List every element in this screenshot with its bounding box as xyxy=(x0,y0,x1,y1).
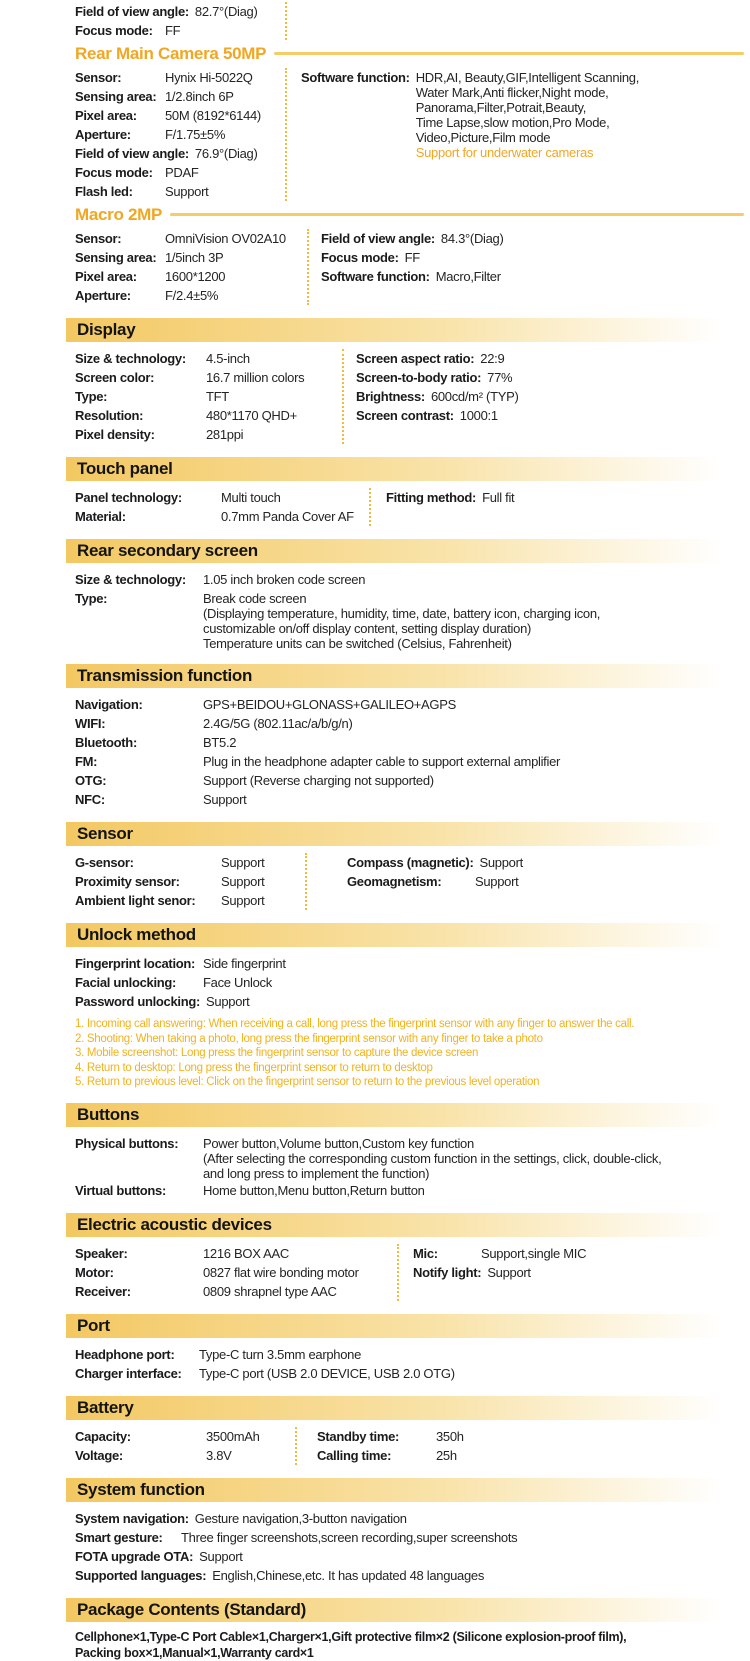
spec-label: Field of view angle: xyxy=(75,4,189,19)
section-touch-panel xyxy=(66,457,750,526)
spec-value: Support (Reverse charging not supported) xyxy=(203,773,434,788)
spec-row xyxy=(75,21,285,40)
spec-row xyxy=(75,1547,750,1566)
section-header: Electric acoustic devices xyxy=(66,1213,750,1237)
spec-value: 3500mAh xyxy=(206,1428,260,1444)
spec-label: WIFI: xyxy=(75,716,106,731)
left-column xyxy=(75,68,285,201)
spec-value: Support xyxy=(206,994,250,1009)
spec-value: 4.5-inch xyxy=(206,351,250,366)
spec-label: Compass (magnetic): xyxy=(347,855,474,870)
spec-value: 0809 shrapnel type AAC xyxy=(203,1283,337,1299)
spec-row xyxy=(75,1427,295,1446)
value-line: (Displaying temperature, humidity, time, date, battery icon, charging icon, xyxy=(203,606,601,621)
spec-value: Support xyxy=(203,792,247,807)
section-header: Package Contents (Standard) xyxy=(66,1598,750,1622)
spec-label: Mic: xyxy=(413,1245,438,1261)
left-column xyxy=(75,2,285,40)
columns xyxy=(66,68,750,201)
spec-row xyxy=(75,229,307,248)
spec-label: Password unlocking: xyxy=(75,994,201,1009)
spec-sheet xyxy=(66,0,750,1661)
package-line: Packing box×1,Manual×1,Warranty card×1 xyxy=(75,1645,314,1660)
spec-label: Sensing area: xyxy=(75,250,157,265)
spec-label: Facial unlocking: xyxy=(75,975,177,990)
spec-value: 1600*1200 xyxy=(165,269,226,284)
spec-row xyxy=(75,368,342,387)
rows xyxy=(66,1509,750,1585)
camera-title-row xyxy=(66,43,750,64)
spec-row xyxy=(75,695,750,714)
spec-row xyxy=(75,1282,397,1301)
spec-label: Resolution: xyxy=(75,408,144,423)
spec-value: Support,single MIC xyxy=(481,1245,587,1261)
section-sensor xyxy=(66,822,750,910)
spec-value: Support xyxy=(475,874,519,889)
spec-row xyxy=(301,68,750,160)
spec-value: Side fingerprint xyxy=(203,956,286,971)
columns xyxy=(66,1244,750,1301)
section-port xyxy=(66,1314,750,1383)
spec-label: Type: xyxy=(75,389,108,404)
spec-row xyxy=(75,349,342,368)
left-column xyxy=(75,488,369,526)
spec-row xyxy=(75,267,307,286)
section-header: Unlock method xyxy=(66,923,750,947)
spec-label: Receiver: xyxy=(75,1283,131,1299)
spec-label: FM: xyxy=(75,754,98,769)
left-column xyxy=(75,349,342,444)
spec-value: Plug in the headphone adapter cable to support external amplifier xyxy=(203,754,561,769)
spec-label: Supported languages: xyxy=(75,1567,207,1583)
spec-row xyxy=(347,853,750,872)
spec-value: 1216 BOX AAC xyxy=(203,1245,290,1261)
spec-value: TFT xyxy=(206,389,229,404)
spec-label: Brightness: xyxy=(356,389,425,404)
spec-label: Pixel area: xyxy=(75,269,137,284)
spec-label: Proximity sensor: xyxy=(75,874,180,889)
spec-value: 82.7°(Diag) xyxy=(194,4,258,19)
value-line: (After selecting the corresponding custom function in the settings, click, double-click, xyxy=(203,1150,662,1166)
spec-label: Speaker: xyxy=(75,1245,128,1261)
spec-row xyxy=(75,2,285,21)
spec-value-multiline xyxy=(416,68,639,160)
spec-label: Screen-to-body ratio: xyxy=(356,370,482,385)
section-header: Transmission function xyxy=(66,664,750,688)
value-line: Temperature units can be switched (Celsius, Fahrenheit) xyxy=(203,636,512,651)
spec-row xyxy=(75,182,285,201)
spec-label: Size & technology: xyxy=(75,572,186,587)
spec-value: 3.8V xyxy=(206,1447,232,1463)
spec-row xyxy=(75,1509,750,1528)
spec-value: 84.3°(Diag) xyxy=(440,231,504,246)
spec-label: Material: xyxy=(75,509,126,524)
spec-label: Virtual buttons: xyxy=(75,1182,167,1198)
right-column xyxy=(309,229,750,305)
spec-value: 1000:1 xyxy=(459,408,498,423)
spec-label: Calling time: xyxy=(317,1447,392,1463)
value-line: HDR,AI, Beauty,GIF,Intelligent Scanning, xyxy=(415,70,640,85)
spec-label: Voltage: xyxy=(75,1447,123,1463)
spec-value: OmniVision OV02A10 xyxy=(165,231,286,246)
spec-row xyxy=(75,752,750,771)
spec-row xyxy=(75,488,369,507)
spec-value: Three finger screenshots,screen recording,super screenshots xyxy=(181,1529,518,1545)
spec-label: System navigation: xyxy=(75,1510,189,1526)
section-package xyxy=(66,1598,750,1661)
spec-row xyxy=(356,368,750,387)
spec-row xyxy=(413,1263,750,1282)
spec-label: Capacity: xyxy=(75,1428,131,1444)
value-line: Time Lapse,slow motion,Pro Mode, xyxy=(415,115,610,130)
section-front-camera-cont xyxy=(66,2,750,40)
spec-value: Support xyxy=(199,1548,243,1564)
right-column xyxy=(297,1427,750,1465)
section-header: Battery xyxy=(66,1396,750,1420)
spec-label: Fitting method: xyxy=(386,490,477,505)
rows xyxy=(66,695,750,809)
spec-label: Field of view angle: xyxy=(75,146,189,161)
spec-label: G-sensor: xyxy=(75,855,134,870)
spec-value: 1.05 inch broken code screen xyxy=(203,572,366,587)
fingerprint-notes xyxy=(66,1017,750,1090)
section-header: Rear secondary screen xyxy=(66,539,750,563)
note-line: 3. Mobile screenshot: Long press the fingerprint sensor to capture the device screen xyxy=(75,1047,479,1059)
spec-label: Bluetooth: xyxy=(75,735,137,750)
left-column xyxy=(75,853,305,910)
spec-value: 76.9°(Diag) xyxy=(194,146,258,161)
section-header: Buttons xyxy=(66,1103,750,1127)
spec-value: 0.7mm Panda Cover AF xyxy=(221,509,354,524)
spec-label: Software function: xyxy=(321,269,430,284)
spec-value: BT5.2 xyxy=(203,735,237,750)
spec-label: OTG: xyxy=(75,773,107,788)
spec-value: 600cd/m² (TYP) xyxy=(430,389,519,404)
spec-row xyxy=(75,1528,750,1547)
rows xyxy=(66,954,750,1011)
rows xyxy=(66,1134,750,1200)
spec-label: Motor: xyxy=(75,1264,114,1280)
spec-row xyxy=(75,714,750,733)
section-rear-main-camera xyxy=(66,43,750,201)
spec-row xyxy=(75,1446,295,1465)
note-line: 2. Shooting: When taking a photo, long press the fingerprint sensor with any finger to take a photo xyxy=(75,1032,543,1045)
spec-row xyxy=(75,425,342,444)
spec-row xyxy=(75,1181,750,1200)
section-display xyxy=(66,318,750,444)
section-header: Port xyxy=(66,1314,750,1338)
spec-value: Support xyxy=(487,1264,531,1280)
columns xyxy=(66,1427,750,1465)
spec-row xyxy=(75,853,305,872)
spec-value: PDAF xyxy=(165,165,199,180)
spec-value: GPS+BEIDOU+GLONASS+GALILEO+AGPS xyxy=(203,697,456,712)
rows xyxy=(66,1345,750,1383)
spec-label: Screen aspect ratio: xyxy=(356,351,475,366)
spec-row xyxy=(75,106,285,125)
spec-row xyxy=(75,733,750,752)
spec-row xyxy=(75,1345,750,1364)
section-header: System function xyxy=(66,1478,750,1502)
value-line: customizable on/off display content, setting display duration) xyxy=(203,621,532,636)
spec-label: Sensor: xyxy=(75,231,122,246)
spec-value: 25h xyxy=(436,1447,457,1463)
spec-label: FOTA upgrade OTA: xyxy=(75,1548,194,1564)
spec-label: Field of view angle: xyxy=(321,231,435,246)
spec-row xyxy=(75,286,307,305)
spec-value: Multi touch xyxy=(221,490,281,505)
section-system xyxy=(66,1478,750,1585)
section-unlock xyxy=(66,923,750,1090)
spec-row xyxy=(347,872,750,891)
spec-value: 77% xyxy=(487,370,513,385)
spec-label: Fingerprint location: xyxy=(75,956,196,971)
spec-label: Aperture: xyxy=(75,288,131,303)
spec-row xyxy=(321,248,750,267)
spec-row xyxy=(386,488,750,507)
section-header: Display xyxy=(66,318,750,342)
spec-value: Gesture navigation,3-button navigation xyxy=(194,1510,407,1526)
spec-label: Type: xyxy=(75,591,108,606)
spec-value: 281ppi xyxy=(206,427,244,442)
spec-label: Flash led: xyxy=(75,184,133,199)
spec-row xyxy=(317,1446,750,1465)
spec-label: Standby time: xyxy=(317,1428,400,1444)
spec-value: FF xyxy=(404,250,420,265)
spec-value: 0827 flat wire bonding motor xyxy=(203,1264,359,1280)
spec-label: Smart gesture: xyxy=(75,1529,163,1545)
package-paragraph xyxy=(66,1629,750,1661)
spec-value: F/2.4±5% xyxy=(165,288,219,303)
camera-title-row xyxy=(66,204,750,225)
value-line: Water Mark,Anti flicker,Night mode, xyxy=(415,85,609,100)
note-line: 5. Return to previous level: Click on the fingerprint sensor to return to the previous level operation xyxy=(75,1076,540,1088)
spec-row xyxy=(75,891,305,910)
spec-row xyxy=(75,144,285,163)
title-rule-line xyxy=(170,213,744,216)
spec-row xyxy=(413,1244,750,1263)
spec-value: 22:9 xyxy=(480,351,505,366)
spec-row xyxy=(75,387,342,406)
spec-row xyxy=(75,507,369,526)
spec-label: Navigation: xyxy=(75,697,143,712)
spec-value: 16.7 million colors xyxy=(206,370,305,385)
spec-value: Support xyxy=(479,855,523,870)
columns xyxy=(66,2,750,40)
section-header: Sensor xyxy=(66,822,750,846)
spec-value: FF xyxy=(165,23,181,38)
spec-row xyxy=(75,790,750,809)
left-column xyxy=(75,229,307,305)
section-battery xyxy=(66,1396,750,1465)
spec-row xyxy=(75,1263,397,1282)
spec-row xyxy=(75,125,285,144)
spec-value: Support xyxy=(165,184,209,199)
title-rule-line xyxy=(274,52,744,55)
spec-row xyxy=(356,387,750,406)
spec-value-multiline xyxy=(203,1134,661,1181)
spec-label: Focus mode: xyxy=(75,165,153,180)
right-column xyxy=(399,1244,750,1301)
value-line: Power button,Volume button,Custom key function xyxy=(203,1135,474,1151)
accent-value-line: Support for underwater cameras xyxy=(415,145,594,160)
spec-value: Support xyxy=(221,855,265,870)
spec-label: Size & technology: xyxy=(75,351,186,366)
spec-label: Notify light: xyxy=(413,1264,482,1280)
spec-value: Face Unlock xyxy=(203,975,272,990)
spec-value: 1/5inch 3P xyxy=(165,250,224,265)
spec-row xyxy=(75,1244,397,1263)
right-column xyxy=(307,853,750,910)
spec-row xyxy=(75,872,305,891)
left-column xyxy=(75,1244,397,1301)
spec-label: Pixel density: xyxy=(75,427,155,442)
columns xyxy=(66,853,750,910)
spec-row xyxy=(75,1134,750,1181)
spec-label: Sensor: xyxy=(75,70,122,85)
section-buttons xyxy=(66,1103,750,1200)
spec-value: F/1.75±5% xyxy=(165,127,226,142)
spec-row xyxy=(75,87,285,106)
spec-row xyxy=(356,349,750,368)
spec-row xyxy=(75,992,750,1011)
right-column xyxy=(287,2,750,40)
value-line: Break code screen xyxy=(203,591,307,606)
spec-row xyxy=(75,248,307,267)
spec-row xyxy=(317,1427,750,1446)
spec-value: 1/2.8inch 6P xyxy=(165,89,234,104)
note-line: 1. Incoming call answering: When receiving a call, long press the fingerprint sensor with any finger to answer the call. xyxy=(75,1018,635,1030)
spec-label: Headphone port: xyxy=(75,1346,175,1362)
spec-value: English,Chinese,etc. It has updated 48 languages xyxy=(212,1567,485,1583)
right-column xyxy=(287,68,750,201)
spec-label: Screen color: xyxy=(75,370,155,385)
spec-value: Full fit xyxy=(482,490,515,505)
spec-label: NFC: xyxy=(75,792,105,807)
columns xyxy=(66,349,750,444)
spec-row xyxy=(75,954,750,973)
spec-value: 50M (8192*6144) xyxy=(165,108,261,123)
spec-row xyxy=(75,570,750,589)
spec-label: Software function: xyxy=(301,70,410,85)
spec-value: 480*1170 QHD+ xyxy=(206,408,297,423)
spec-value: Type-C turn 3.5mm earphone xyxy=(199,1346,362,1362)
spec-row xyxy=(75,163,285,182)
spec-label: Aperture: xyxy=(75,127,131,142)
spec-label: Panel technology: xyxy=(75,490,182,505)
spec-label: Focus mode: xyxy=(321,250,399,265)
spec-value: Type-C port (USB 2.0 DEVICE, USB 2.0 OTG) xyxy=(199,1365,455,1381)
spec-label: Geomagnetism: xyxy=(347,874,442,889)
spec-value: Hynix Hi-5022Q xyxy=(165,70,253,85)
value-line: and long press to implement the function) xyxy=(203,1165,430,1181)
spec-label: Pixel area: xyxy=(75,108,137,123)
section-header: Touch panel xyxy=(66,457,750,481)
note-line: 4. Return to desktop: Long press the fingerprint sensor to return to desktop xyxy=(75,1061,433,1074)
spec-row xyxy=(75,1364,750,1383)
columns xyxy=(66,229,750,305)
camera-title: Macro 2MP xyxy=(75,204,163,224)
spec-label: Physical buttons: xyxy=(75,1135,179,1151)
value-line: Panorama,Filter,Potrait,Beauty, xyxy=(415,100,587,115)
section-macro-camera xyxy=(66,204,750,305)
spec-row xyxy=(75,973,750,992)
spec-value: 350h xyxy=(436,1428,464,1444)
package-line: Cellphone×1,Type-C Port Cable×1,Charger×1,Gift protective film×2 (Silicone explosion-proof film), xyxy=(75,1629,627,1644)
spec-label: Charger interface: xyxy=(75,1365,182,1381)
right-column xyxy=(344,349,750,444)
spec-row xyxy=(321,229,750,248)
spec-label: Focus mode: xyxy=(75,23,153,38)
spec-row xyxy=(75,589,750,651)
spec-value-multiline xyxy=(203,589,600,651)
section-transmission xyxy=(66,664,750,809)
spec-value: 2.4G/5G (802.11ac/a/b/g/n) xyxy=(203,716,353,731)
right-column xyxy=(371,488,750,526)
value-line: Video,Picture,Film mode xyxy=(415,130,551,145)
spec-value: Macro,Filter xyxy=(435,269,501,284)
rows xyxy=(66,570,750,651)
spec-label: Screen contrast: xyxy=(356,408,454,423)
section-rear-secondary xyxy=(66,539,750,651)
spec-row xyxy=(75,406,342,425)
spec-row xyxy=(75,771,750,790)
left-column xyxy=(75,1427,295,1465)
spec-label: Sensing area: xyxy=(75,89,157,104)
spec-row xyxy=(321,267,750,286)
columns xyxy=(66,488,750,526)
spec-row xyxy=(356,406,750,425)
spec-value: Home button,Menu button,Return button xyxy=(203,1182,425,1198)
spec-value: Support xyxy=(221,893,265,908)
spec-row xyxy=(75,68,285,87)
spec-label: Ambient light senor: xyxy=(75,893,196,908)
camera-title: Rear Main Camera 50MP xyxy=(75,43,267,63)
spec-value: Support xyxy=(221,874,265,889)
section-electric xyxy=(66,1213,750,1301)
spec-row xyxy=(75,1566,750,1585)
